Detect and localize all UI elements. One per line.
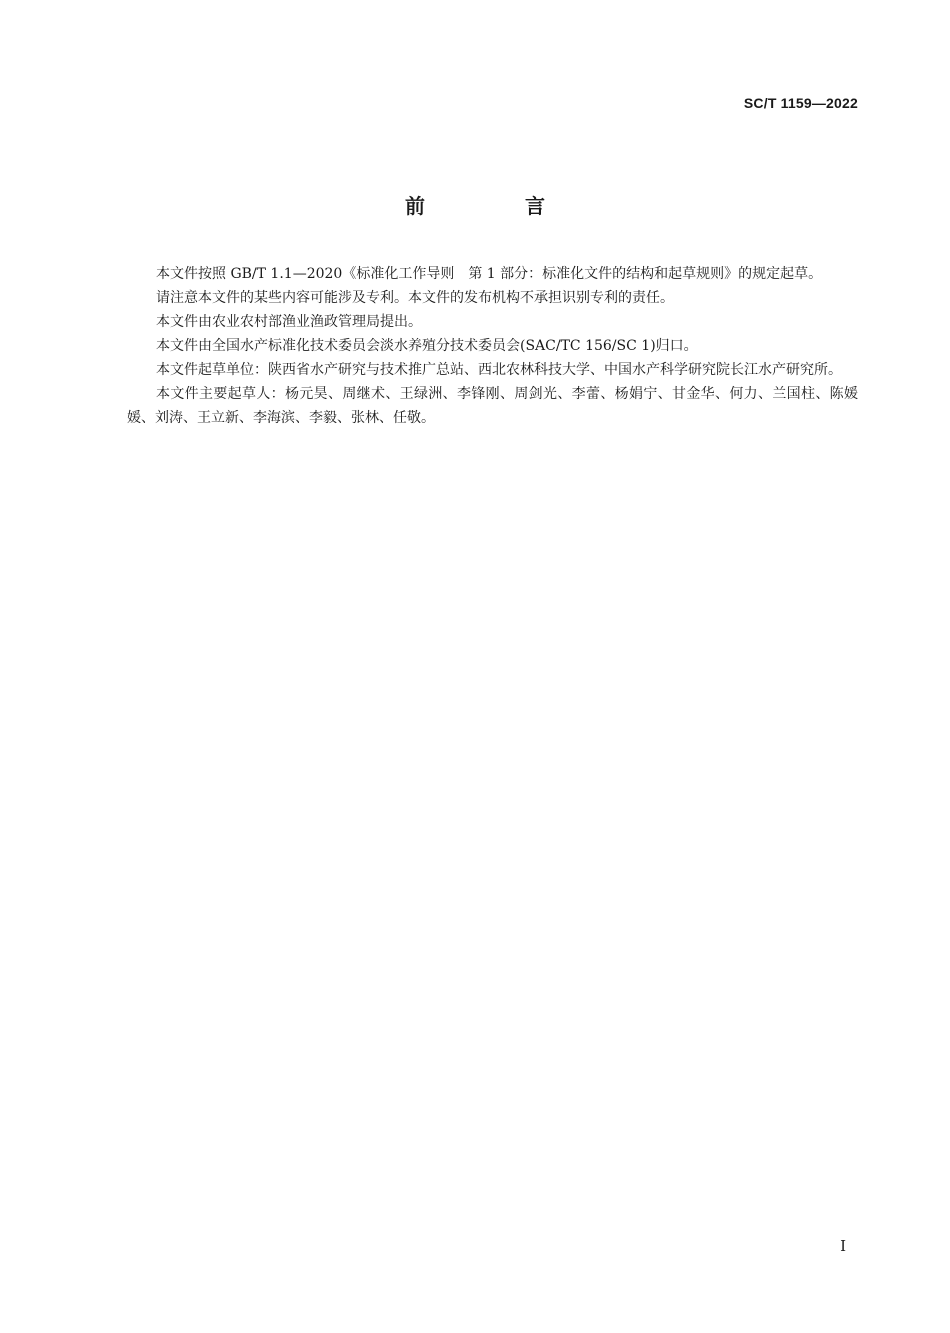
page-title: 前 言 bbox=[405, 194, 585, 218]
paragraph-drafters: 本文件主要起草人：杨元昊、周继术、王绿洲、李锋刚、周剑光、李蕾、杨娟宁、甘金华、何力、兰国柱、陈媛媛、刘涛、王立新、李海滨、李毅、张林、任敬。 bbox=[127, 386, 858, 426]
paragraph-drafting-units: 本文件起草单位：陕西省水产研究与技术推广总站、西北农林科技大学、中国水产科学研究院长江水产研究所。 bbox=[156, 362, 842, 378]
standard-code: SC/T 1159—2022 bbox=[743, 95, 858, 111]
paragraph-patent-notice: 请注意本文件的某些内容可能涉及专利。本文件的发布机构不承担识别专利的责任。 bbox=[156, 290, 674, 306]
page-number: I bbox=[840, 1237, 846, 1255]
paragraph-centralized-by: 本文件由全国水产标准化技术委员会淡水养殖分技术委员会(SAC/TC 156/SC 1)归口。 bbox=[156, 338, 698, 354]
paragraph-proposed-by: 本文件由农业农村部渔业渔政管理局提出。 bbox=[156, 314, 422, 330]
foreword-body bbox=[127, 262, 858, 430]
paragraph-drafting-rules: 本文件按照 GB/T 1.1—2020《标准化工作导则 第 1 部分：标准化文件的结构和起草规则》的规定起草。 bbox=[156, 266, 823, 282]
